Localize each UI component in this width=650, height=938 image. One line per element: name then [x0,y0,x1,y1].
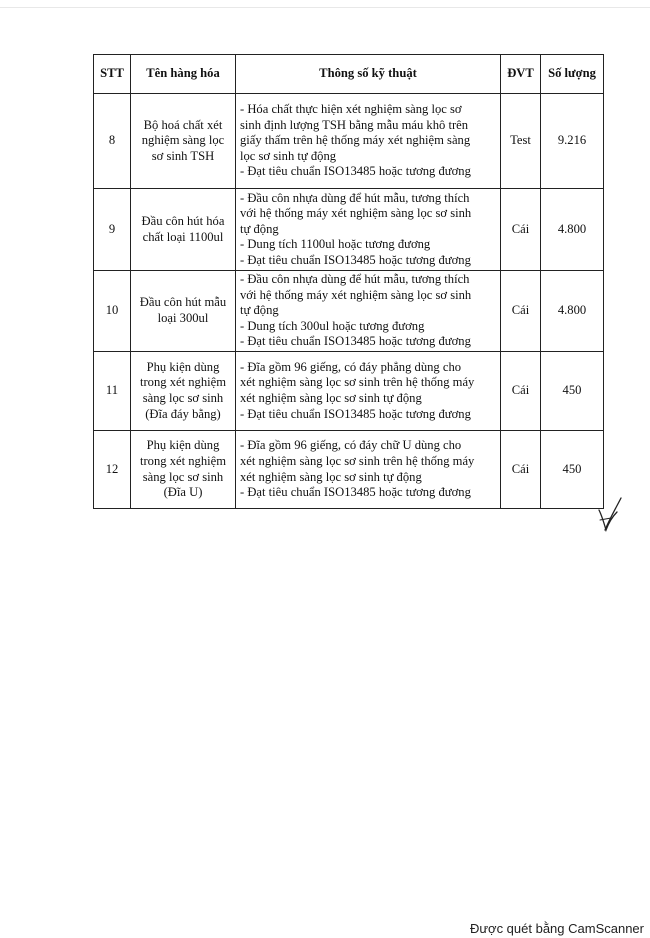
header-stt: STT [94,55,131,94]
row-qty: 9.216 [541,94,604,189]
row-stt: 10 [94,271,131,352]
spec-line: - Hóa chất thực hiện xét nghiệm sàng lọc sơ [240,102,462,117]
spec-line: - Đạt tiêu chuẩn ISO13485 hoặc tương đương [240,164,471,179]
row-unit: Cái [501,352,541,431]
spec-line: - Đĩa gồm 96 giếng, có đáy chữ U dùng cho [240,438,462,453]
row-item-name: Đầu côn hút mẫu loại 300ul [131,271,236,352]
table-row [94,94,604,189]
table-row [94,189,604,271]
spec-line: - Đầu côn nhựa dùng để hút mẫu, tương thích [240,272,470,287]
spec-line: tự động [240,303,279,318]
page-top-edge [0,7,650,8]
spec-line: tự động [240,221,279,236]
row-spec [236,271,501,352]
table-row [94,271,604,352]
table-row [94,431,604,509]
row-unit: Cái [501,431,541,509]
spec-line: - Dung tích 300ul hoặc tương đương [240,318,425,333]
row-qty: 4.800 [541,271,604,352]
header-qty: Số lượng [541,55,604,94]
row-item-name: Đầu côn hút hóa chất loại 1100ul [131,189,236,271]
spec-line: - Đầu côn nhựa dùng để hút mẫu, tương thích [240,190,470,205]
row-unit: Cái [501,271,541,352]
row-spec [236,94,501,189]
spec-line: - Đạt tiêu chuẩn ISO13485 hoặc tương đương [240,485,471,500]
initial-signature-icon [597,496,627,534]
spec-line: - Đạt tiêu chuẩn ISO13485 hoặc tương đương [240,252,471,267]
spec-line: lọc sơ sinh tự động [240,148,337,163]
table-header-row [94,55,604,94]
spec-line: - Đĩa gồm 96 giếng, có đáy phẳng dùng cho [240,359,462,374]
row-spec [236,189,501,271]
spec-line: giấy thấm trên hệ thống máy xét nghiệm sàng [240,133,471,148]
table-row [94,352,604,431]
row-item-name: Phụ kiện dùng trong xét nghiệm sàng lọc sơ sinh (Đĩa U) [131,431,236,509]
row-qty: 4.800 [541,189,604,271]
row-stt: 8 [94,94,131,189]
spec-line: xét nghiệm sàng lọc sơ sinh tự động [240,469,422,484]
scanner-footer: Được quét bằng CamScanner [469,921,644,936]
row-qty: 450 [541,352,604,431]
header-name: Tên hàng hóa [131,55,236,94]
spec-line: xét nghiệm sàng lọc sơ sinh trên hệ thống máy [240,375,475,390]
row-stt: 12 [94,431,131,509]
header-spec: Thông số kỹ thuật [236,55,501,94]
row-spec [236,431,501,509]
row-item-name: Phụ kiện dùng trong xét nghiệm sàng lọc sơ sinh (Đĩa đáy bằng) [131,352,236,431]
row-item-name: Bộ hoá chất xét nghiệm sàng lọc sơ sinh TSH [131,94,236,189]
row-spec [236,352,501,431]
spec-line: sinh định lượng TSH bằng mẫu máu khô trên [240,117,469,132]
spec-line: - Đạt tiêu chuẩn ISO13485 hoặc tương đương [240,334,471,349]
spec-line: - Đạt tiêu chuẩn ISO13485 hoặc tương đương [240,406,471,421]
spec-line: xét nghiệm sàng lọc sơ sinh trên hệ thống máy [240,453,475,468]
row-unit: Test [501,94,541,189]
spec-line: xét nghiệm sàng lọc sơ sinh tự động [240,391,422,405]
row-stt: 9 [94,189,131,271]
spec-line: với hệ thống máy xét nghiệm sàng lọc sơ sinh [240,206,472,221]
spec-line: với hệ thống máy xét nghiệm sàng lọc sơ sinh [240,287,472,302]
header-unit: ĐVT [501,55,541,94]
row-unit: Cái [501,189,541,271]
row-stt: 11 [94,352,131,431]
specification-table [93,54,604,509]
row-qty: 450 [541,431,604,509]
spec-line: - Dung tích 1100ul hoặc tương đương [240,237,431,252]
